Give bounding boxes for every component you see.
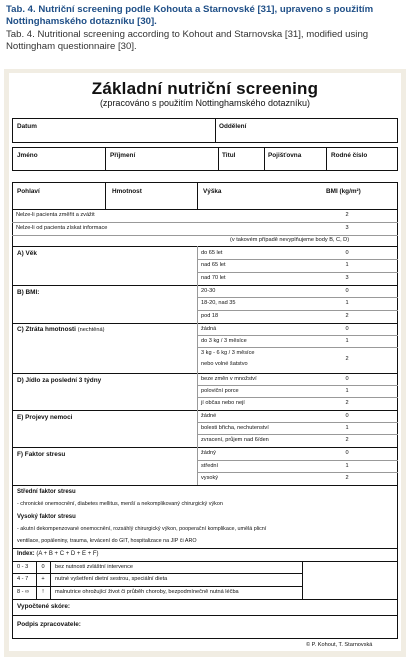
index-text-1: bez nutnosti zvláštní intervence	[55, 564, 134, 570]
bmi-score-3: 2	[345, 313, 349, 319]
age-option-3: nad 70 let	[201, 275, 226, 281]
food-score-2: 1	[345, 388, 349, 394]
illness-option-1: žádné	[201, 413, 217, 419]
weight-loss-option-2: do 3 kg / 3 měsíce	[201, 338, 247, 344]
index-label: Index:	[17, 551, 35, 557]
index-range-2: 4 - 7	[17, 576, 29, 582]
section-c-title	[17, 326, 104, 333]
weight-loss-option-3: 3 kg - 6 kg / 3 měsíce	[201, 350, 255, 356]
signature-field[interactable]: Podpis zpracovatele:	[17, 621, 81, 628]
medium-stress-title: Střední faktor stresu	[17, 489, 76, 495]
stress-score-1: 0	[345, 450, 349, 456]
index-text-3: malnutrice ohrožující život či průběh choroby, bezpodmínečně nutná léčba	[55, 589, 239, 595]
surname-field[interactable]: Příjmení	[110, 152, 136, 159]
section-d-title: D) Jídlo za poslední 3 týdny	[17, 377, 102, 384]
weight-field[interactable]: Hmotnost	[112, 188, 142, 195]
weight-loss-score-3: 2	[345, 356, 349, 362]
index-text-2: nutné vyšetření dietní sestrou, speciální dieta	[55, 576, 168, 582]
height-field[interactable]: Výška	[203, 188, 222, 195]
illness-score-1: 0	[345, 413, 349, 419]
stress-option-1: žádný	[201, 450, 216, 456]
medium-stress-text: - chronické onemocnění, diabetes mellitus, menší a nekomplikovaný chirurgický výkon	[17, 501, 223, 507]
general-note: (v takovém případě nevyplňujeme body B, C, D)	[230, 237, 350, 243]
food-option-2: poloviční porce	[201, 388, 239, 394]
stress-score-2: 1	[345, 463, 349, 469]
section-b-title: B) BMI:	[17, 289, 40, 296]
table-caption	[6, 4, 406, 53]
food-option-3: jí občas nebo nejí	[201, 400, 245, 406]
computed-score-field[interactable]: Vypočtené skóre:	[17, 603, 71, 610]
section-f-title: F) Faktor stresu	[17, 451, 66, 458]
section-c-title-text: C) Ztráta hmotnosti	[17, 326, 76, 333]
stress-option-2: střední	[201, 463, 219, 469]
age-score-2: 1	[345, 262, 349, 268]
birth-number-field[interactable]: Rodné číslo	[331, 152, 368, 159]
weight-loss-score-2: 1	[345, 338, 349, 344]
food-score-3: 2	[345, 400, 349, 406]
cannot-inform-score: 3	[345, 225, 349, 231]
section-c-title-note: (nechtěná)	[77, 327, 105, 333]
cannot-measure-label: Nelze-li pacienta změřit a zvážit	[16, 212, 95, 218]
weight-loss-option-3b: nebo volné šatstvo	[201, 361, 248, 367]
illness-score-2: 1	[345, 425, 349, 431]
caption-czech: Tab. 4. Nutriční screening podle Kohouta a Starnovské [31], upraveno s použitím Nottinghamského dotazníku [30].	[6, 4, 374, 27]
index-formula: (A + B + C + D + E + F)	[36, 551, 99, 557]
weight-loss-option-1: žádná	[201, 326, 217, 332]
sex-field[interactable]: Pohlaví	[17, 188, 40, 195]
age-score-3: 3	[345, 275, 349, 281]
copyright-note: © P. Kohout, T. Starnovská	[306, 642, 373, 648]
cannot-inform-label: Nelze-li od pacienta získat informace	[16, 225, 108, 231]
age-option-2: nad 65 let	[201, 262, 226, 268]
cannot-measure-score: 2	[345, 212, 349, 218]
stress-option-3: vysoký	[201, 475, 219, 481]
bmi-field[interactable]: BMI (kg/m²)	[326, 188, 361, 195]
section-e-title: E) Projevy nemoci	[17, 414, 73, 421]
bmi-score-2: 1	[345, 300, 349, 306]
food-score-1: 0	[345, 376, 349, 382]
form-title: Základní nutriční screening	[91, 79, 319, 98]
high-stress-text-2: ventilace, popáleniny, trauma, krvácení do GIT, hospitalizace na JIP či ARO	[17, 538, 197, 544]
first-name-field[interactable]: Jméno	[17, 152, 38, 159]
age-option-1: do 65 let	[201, 250, 223, 256]
bmi-score-1: 0	[345, 288, 349, 294]
date-department-box	[12, 118, 398, 143]
index-symbol-2: +	[41, 576, 45, 582]
illness-score-3: 2	[345, 437, 349, 443]
stress-score-3: 2	[345, 475, 349, 481]
bmi-option-3: pod 18	[201, 313, 219, 319]
form-subtitle: (zpracováno s použitím Nottinghamského dotazníku)	[99, 98, 311, 108]
department-field[interactable]: Oddělení	[219, 123, 247, 130]
caption-english: Tab. 4. Nutritional screening according to Kohout and Starnovska [31], modified using Nottingham questionnaire [30].	[6, 29, 369, 52]
weight-loss-score-1: 0	[345, 326, 349, 332]
illness-option-3: zvracení, průjem nad 6/den	[201, 437, 269, 443]
index-symbol-1: 0	[41, 564, 45, 570]
date-field[interactable]: Datum	[17, 123, 37, 130]
illness-option-2: bolesti břicha, nechutenství	[201, 425, 269, 431]
index-symbol-3: !	[42, 589, 44, 595]
title-field[interactable]: Titul	[222, 152, 236, 159]
section-a-title: A) Věk	[17, 250, 37, 257]
bmi-option-1: 20-30	[201, 288, 216, 294]
bmi-option-2: 18-20, nad 35	[201, 300, 236, 306]
index-range-1: 0 - 3	[17, 564, 29, 570]
age-score-1: 0	[345, 250, 349, 256]
insurance-field[interactable]: Pojišťovna	[268, 152, 302, 159]
index-range-3: 8 - ∞	[17, 589, 30, 595]
patient-name-box	[12, 147, 398, 171]
high-stress-text-1: - akutní dekompenzované onemocnění, rozsáhlý chirurgický výkon, pooperační komplikace, umělá plicní	[17, 526, 267, 532]
index-heading	[17, 551, 99, 558]
high-stress-title: Vysoký faktor stresu	[17, 514, 76, 520]
food-option-1: beze změn v množství	[201, 376, 257, 382]
